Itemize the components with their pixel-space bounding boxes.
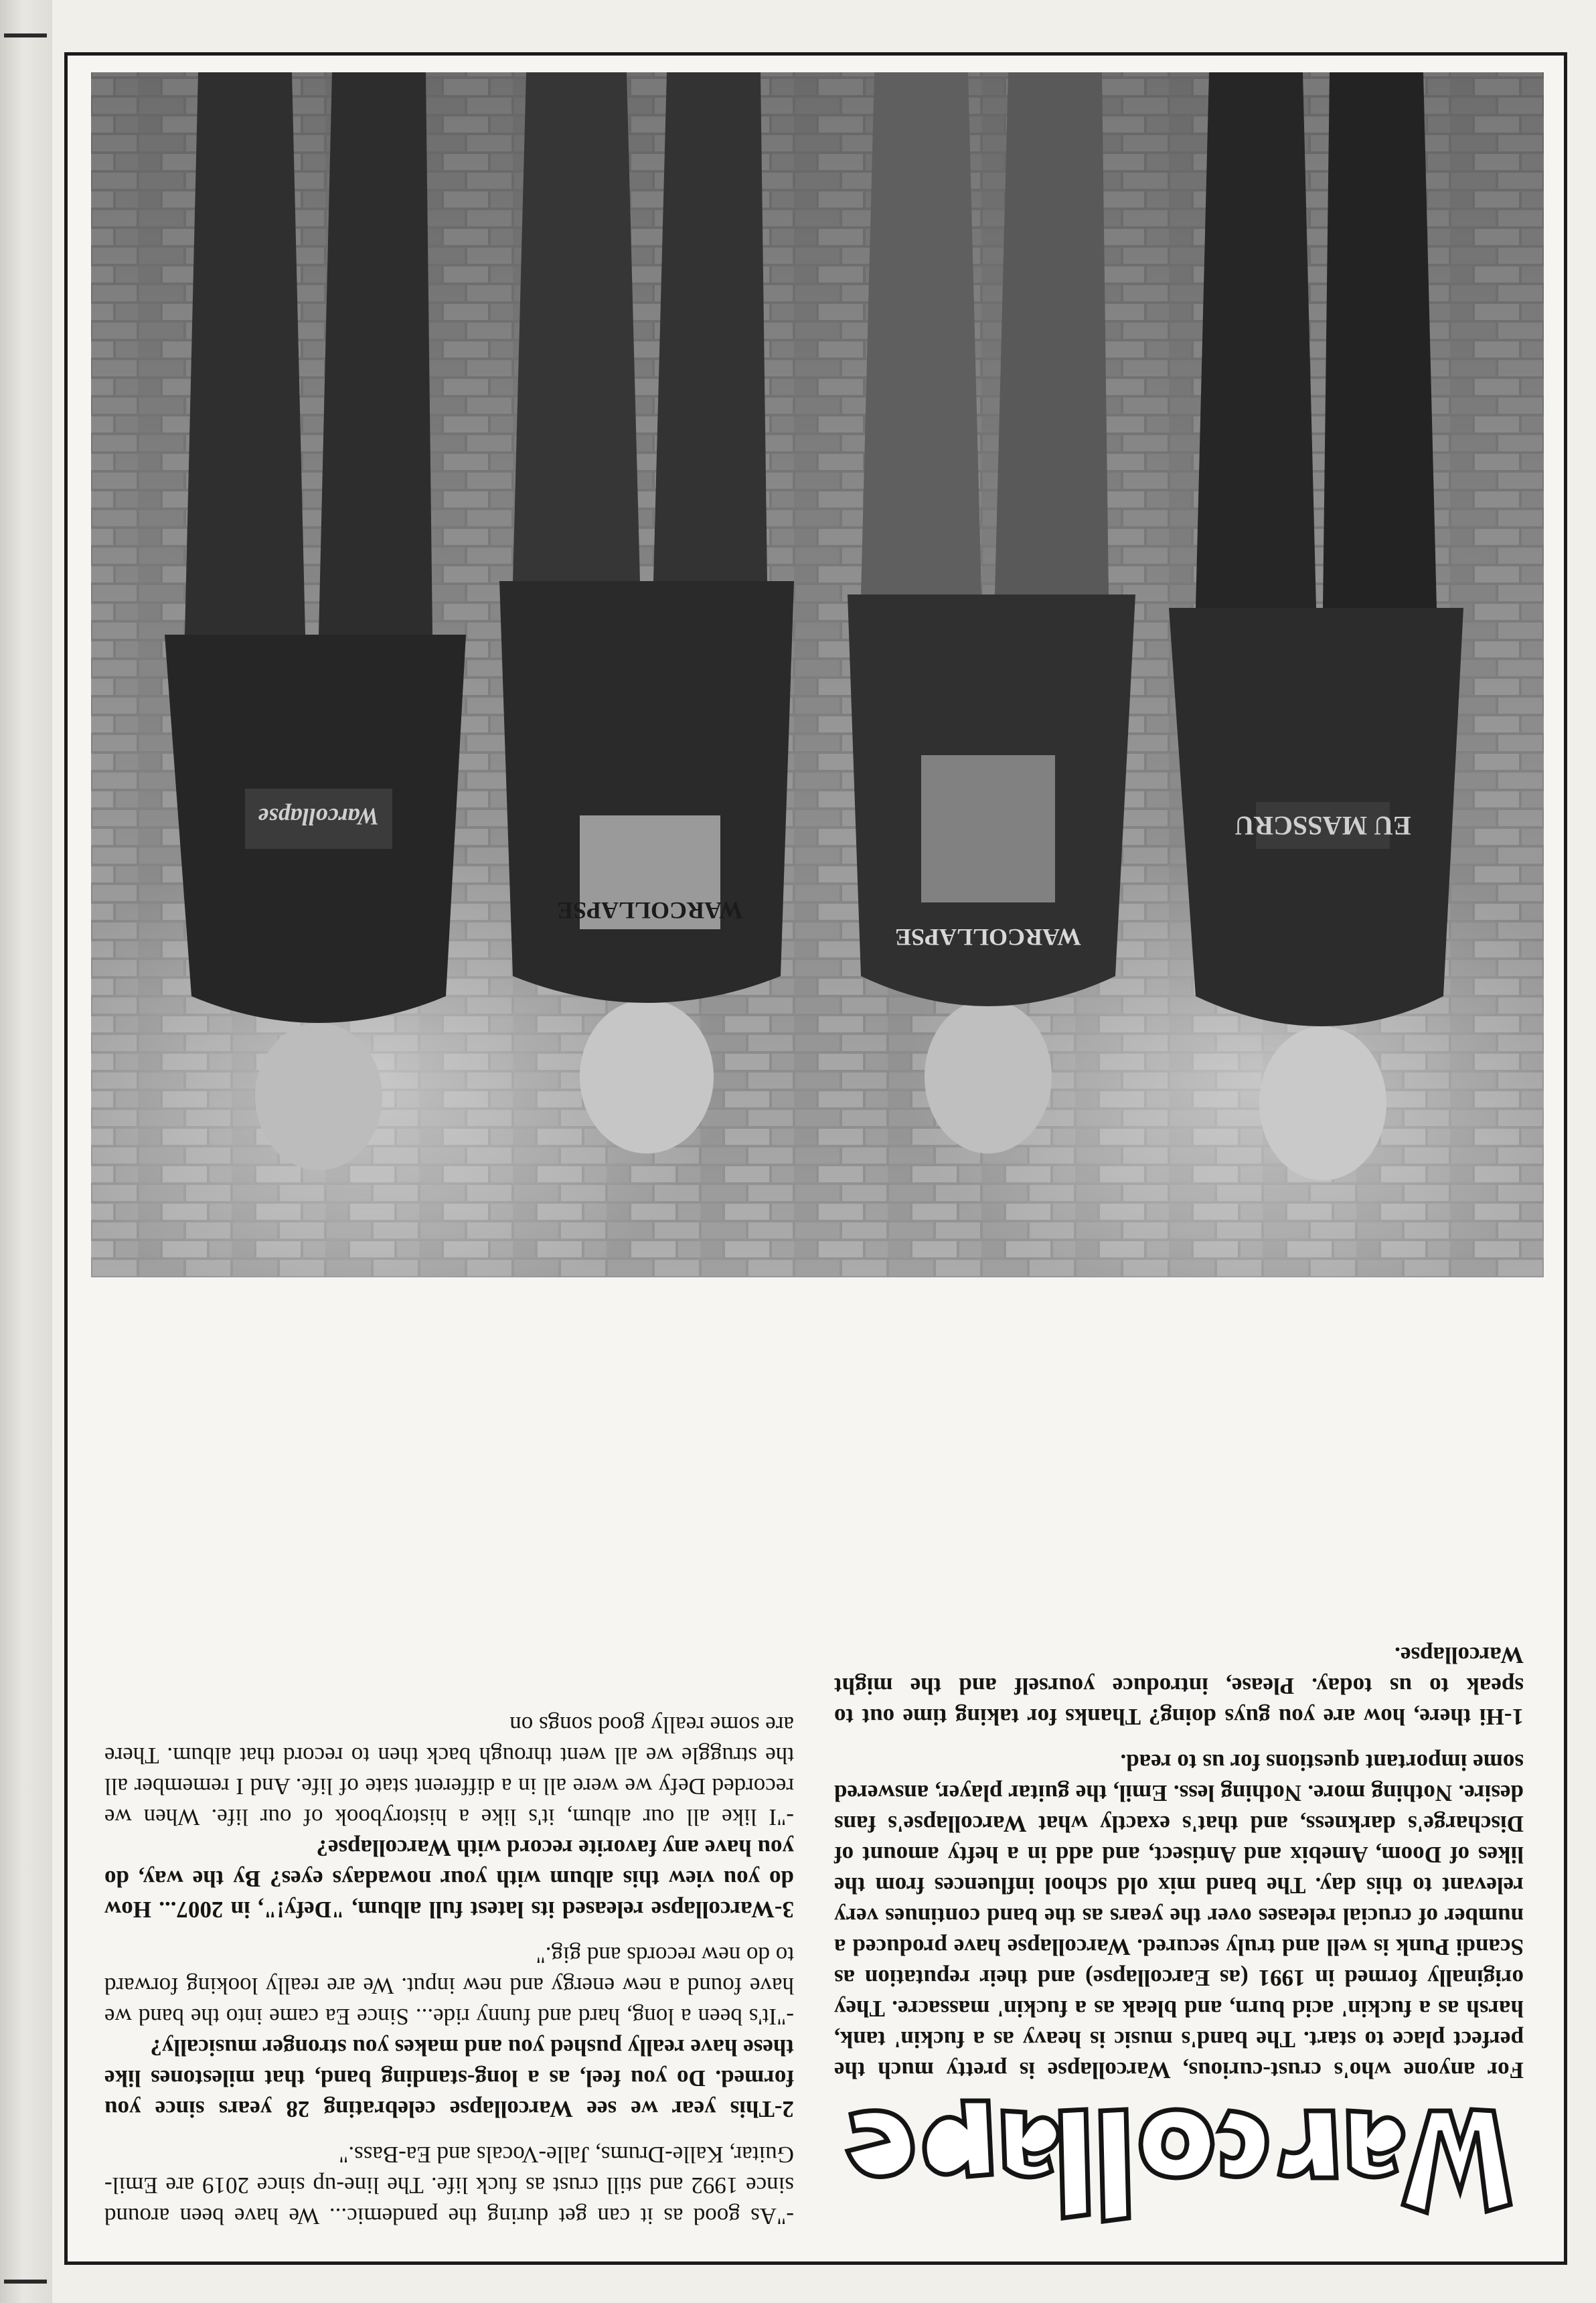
- band-photo: [91, 72, 1544, 1277]
- page-frame: [64, 52, 1567, 2265]
- shirt-text-2: WARCOLLAPSE: [894, 924, 1082, 951]
- intro-paragraph: For anyone who's crust-curious, Warcollapse is pretty much the perfect place to start. The band's music is heavy as a fuckin' tank, harsh as a fuckin' acid burn, and bleak as a fuckin' massacre. They originally formed in 1991 (as Earcollapse) and their reputation as Scandi Punk is well and truly secured. Warcollapse have produced a number of crucial releases over the years as the band continues very relevant to this day. The band mix old school influences from the likes of Doom, Amebix and Antisect, and add in a hefty amount of Discharge's darkness, and that's exactly what Warcollapse's fans desire. Nothing more. Nothing less. Emil, the guitar player, answered some important questions for us to read.: [834, 1749, 1524, 2083]
- binding-mark-top: [4, 33, 47, 37]
- shirt-text-1: EU MASSCRU: [1234, 811, 1411, 841]
- band-logo-svg: [834, 2097, 1524, 2231]
- question-2: 2-This year we see Warcollapse celebrating 28 years since you formed. Do you feel, as a long-standing band, that milestones like these have really pushed you and makes you stronger musically?: [104, 2035, 794, 2122]
- page-binding: [0, 0, 52, 2303]
- left-column: [834, 1640, 1524, 2231]
- binding-mark-bottom: [4, 2280, 47, 2284]
- rotated-page-content: [68, 56, 1564, 2261]
- right-column: [104, 1694, 794, 2231]
- shirt-text-4: Warcollapse: [258, 803, 380, 830]
- logo-text: warcollapse: [1177, 2099, 1181, 2100]
- answer-3: -"I like all our album, it's like a historybook of our life. When we recorded Defy we were all in a different state of life. And I remember all the struggle we all went through back then to record that album. There are some really good songs on: [104, 1712, 794, 1830]
- answer-2: -"It's been a long, hard and funny ride... Since Ea came into the band we have found a new energy and new input. We are really looking forward to do new records and gig.": [104, 1942, 794, 2030]
- band-logo: [834, 2097, 1524, 2231]
- question-1: 1-Hi there, how are you guys doing? Thanks for taking time out to speak to us today. Please, introduce yourself and the might Warcollapse.: [834, 1642, 1524, 1730]
- question-3: 3-Warcollapse released its latest full album, "Defy!", in 2007... How do you view this album with your nowadays eyes? By the way, do you have any favorite record with Warcollapse?: [104, 1835, 794, 1923]
- answer-1: -"As good as it can get during the pandemic... We have been around since 1992 and still crust as fuck life. The line-up since 2019 are Emil-Guitar, Kalle-Drums, Jalle-Vocals and Ea-Bass.": [104, 2142, 794, 2229]
- shirt-text-3: WARCOLLAPSE: [556, 897, 744, 924]
- band-photo-svg: [91, 72, 1544, 1277]
